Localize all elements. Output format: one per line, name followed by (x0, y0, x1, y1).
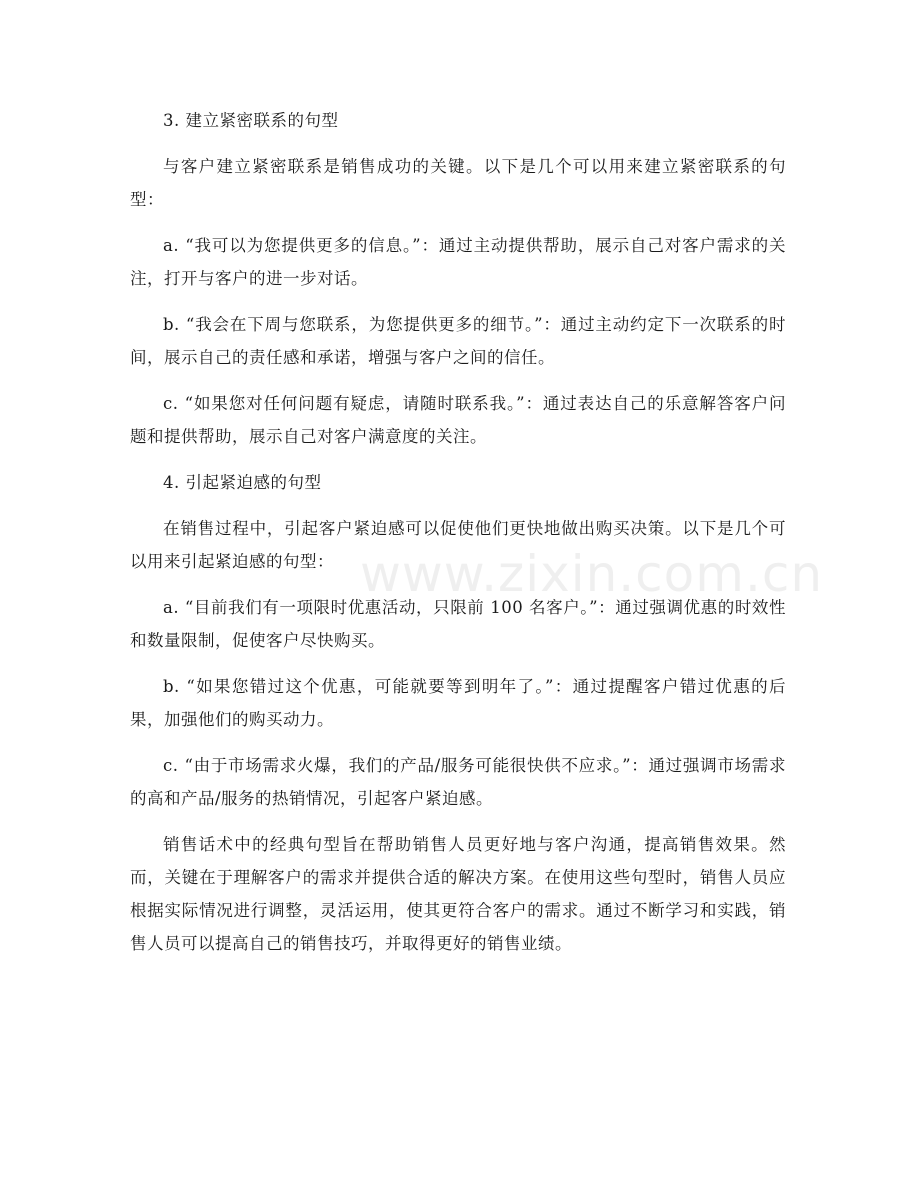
section-4-item-a: a. “目前我们有一项限时优惠活动，只限前 100 名客户。”：通过强调优惠的时效性和数量限制，促使客户尽快购买。 (130, 598, 786, 650)
document-page (130, 104, 786, 960)
section-3-item-c: c. “如果您对任何问题有疑虑，请随时联系我。”：通过表达自己的乐意解答客户问题和提供帮助，展示自己对客户满意度的关注。 (130, 394, 786, 446)
watermark-text: www.zixin.com.cn (360, 545, 824, 603)
section-heading-3: 3. 建立紧密联系的句型 (163, 111, 339, 130)
section-4-item-c: c. “由于市场需求火爆，我们的产品/服务可能很快供不应求。”：通过强调市场需求的高和产品/服务的热销情况，引起客户紧迫感。 (130, 756, 786, 808)
conclusion-paragraph: 销售话术中的经典句型旨在帮助销售人员更好地与客户沟通，提高销售效果。然而，关键在于理解客户的需求并提供合适的解决方案。在使用这些句型时，销售人员应根据实际情况进行调整，灵活运用，使其更符合客户的需求。通过不断学习和实践，销售人员可以提高自己的销售技巧，并取得更好的销售业绩。 (130, 835, 786, 953)
section-4-item-b: b. “如果您错过这个优惠，可能就要等到明年了。”：通过提醒客户错过优惠的后果，加强他们的购买动力。 (130, 677, 786, 729)
section-3-item-b: b. “我会在下周与您联系，为您提供更多的细节。”：通过主动约定下一次联系的时间，展示自己的责任感和承诺，增强与客户之间的信任。 (130, 315, 786, 367)
section-heading-4: 4. 引起紧迫感的句型 (163, 473, 322, 492)
section-3-intro: 与客户建立紧密联系是销售成功的关键。以下是几个可以用来建立紧密联系的句型： (130, 157, 786, 209)
section-3-item-a: a. “我可以为您提供更多的信息。”：通过主动提供帮助，展示自己对客户需求的关注，打开与客户的进一步对话。 (130, 236, 786, 288)
section-4-intro: 在销售过程中，引起客户紧迫感可以促使他们更快地做出购买决策。以下是几个可以用来引起紧迫感的句型： (130, 519, 786, 571)
